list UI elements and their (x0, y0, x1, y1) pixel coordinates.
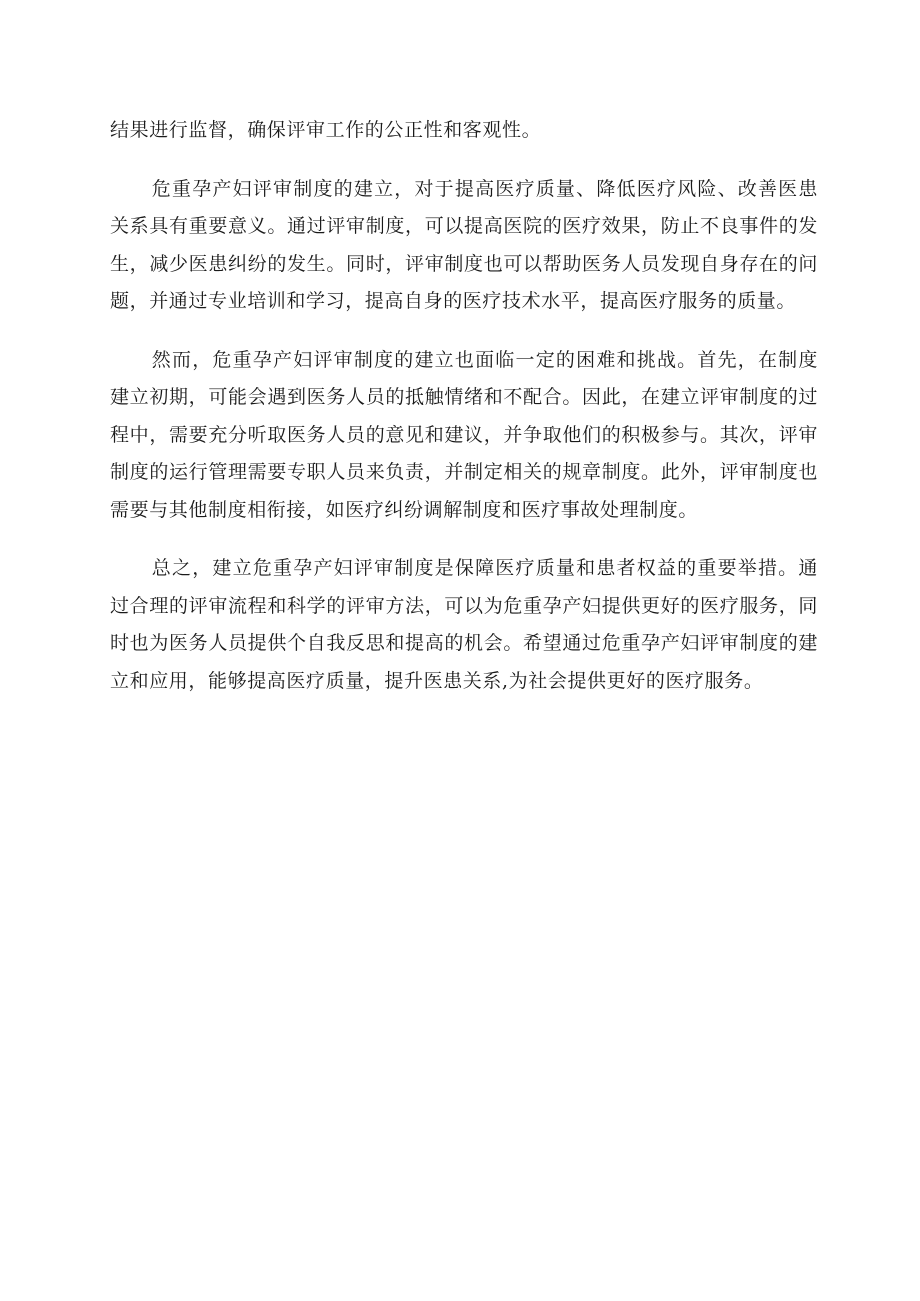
paragraph-conclusion: 总之，建立危重孕产妇评审制度是保障医疗质量和患者权益的重要举措。通过合理的评审流程和科学的评审方法，可以为危重孕产妇提供更好的医疗服务，同时也为医务人员提供个自我反思和提高的机会。希望通过危重孕产妇评审制度的建立和应用，能够提高医疗质量，提升医患关系,为社会提供更好的医疗服务。 (110, 557, 818, 692)
paragraph-challenges: 然而，危重孕产妇评审制度的建立也面临一定的困难和挑战。首先，在制度建立初期，可能会遇到医务人员的抵触情绪和不配合。因此，在建立评审制度的过程中，需要充分听取医务人员的意见和建议，并争取他们的积极参与。其次，评审制度的运行管理需要专职人员来负责，并制定相关的规章制度。此外，评审制度也需要与其他制度相衔接，如医疗纠纷调解制度和医疗事故处理制度。 (110, 348, 818, 521)
paragraph-significance: 危重孕产妇评审制度的建立，对于提高医疗质量、降低医疗风险、改善医患关系具有重要意义。通过评审制度，可以提高医院的医疗效果，防止不良事件的发生，减少医患纠纷的发生。同时，评审制度也可以帮助医务人员发现自身存在的问题，并通过专业培训和学习，提高自身的医疗技术水平，提高医疗服务的质量。 (110, 177, 818, 312)
document-body (110, 112, 818, 721)
paragraph-continuation: 结果进行监督，确保评审工作的公正性和客观性。 (110, 119, 542, 141)
